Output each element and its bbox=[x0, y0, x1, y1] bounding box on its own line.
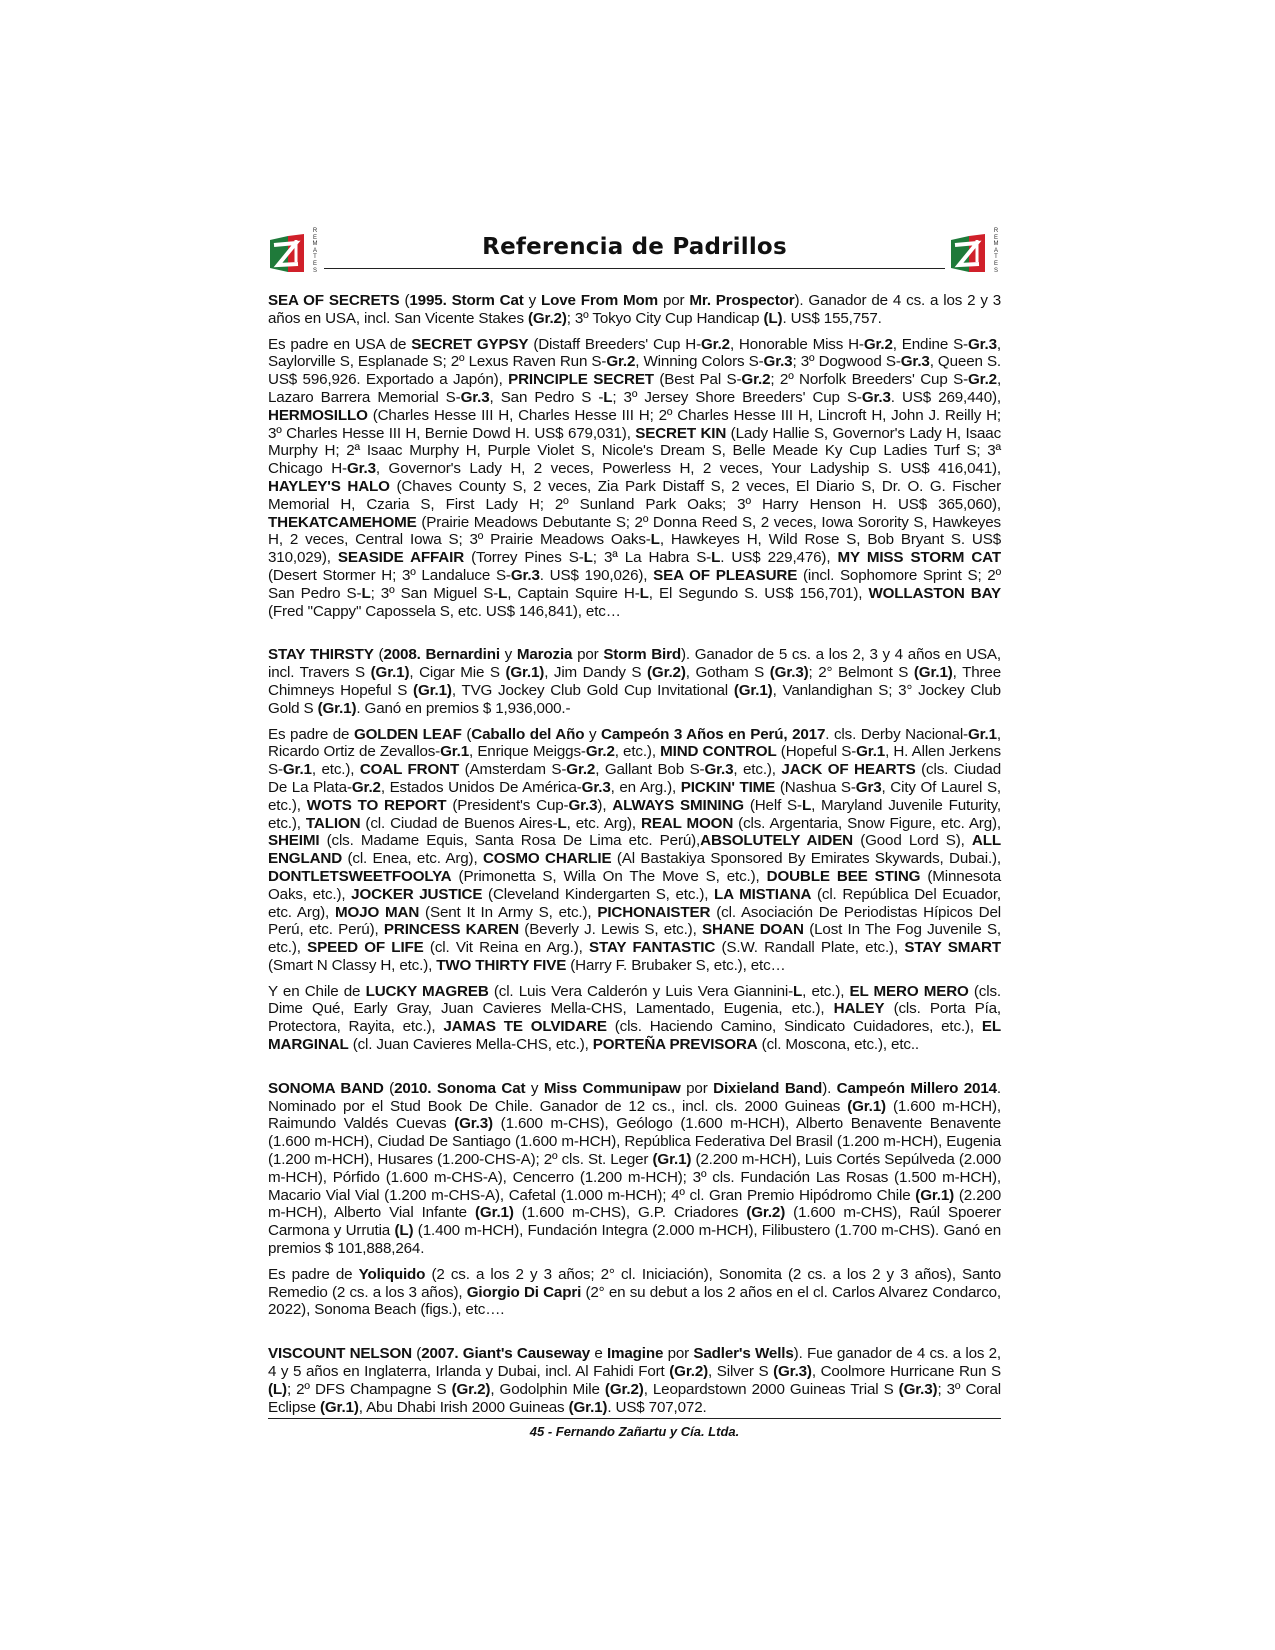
stallion-summary: STAY THIRSTY (2008. Bernardini y Marozia por Storm Bird). Ganador de 5 cs. a los 2, 3 y 4 años en USA, incl. Travers S (Gr.1), Cigar Mie S (Gr.1), Jim Dandy S (Gr.2), Gotham S (Gr.3); 2° Belmont S (Gr.1), Three Chimneys Hopeful S (Gr.1), TVG Jockey Club Gold Cup Invitational (Gr.1), Vanlandighan S; 3° Jockey Club Gold S (Gr.1). Ganó en premios $ 1,936,000.- bbox=[268, 646, 1001, 717]
stallion-entry bbox=[268, 1080, 1001, 1319]
progeny-paragraph: Es padre en USA de SECRET GYPSY (Distaff Breeders' Cup H-Gr.2, Honorable Miss H-Gr.2, Endine S-Gr.3, Saylorville S, Esplanade S; 2º Lexus Raven Run S-Gr.2, Winning Colors S-Gr.3; 3º Dogwood S-Gr.3, Queen S. US$ 596,926. Exportado a Japón), PRINCIPLE SECRET (Best Pal S-Gr.2; 2º Norfolk Breeders' Cup S-Gr.2, Lazaro Barrera Memorial S-Gr.3, San Pedro S -L; 3º Jersey Shore Breeders' Cup S-Gr.3. US$ 269,440), HERMOSILLO (Charles Hesse III H, Charles Hesse III H; 2º Charles Hesse III H, Lincroft H, John J. Reilly H; 3º Charles Hesse III H, Bernie Dowd H. US$ 679,031), SECRET KIN (Lady Hallie S, Governor's Lady H, Isaac Murphy H; 2ª Isaac Murphy H, Purple Violet S, Nicole's Dream S, Belle Meade Ky Cup Ladies Turf S; 3ª Chicago H-Gr.3, Governor's Lady H, 2 veces, Powerless H, 2 veces, Your Ladyship S. US$ 416,041), HAYLEY'S HALO (Chaves County S, 2 veces, Zia Park Distaff S, 2 veces, El Diario S, Dr. O. G. Fischer Memorial H, Czaria S, First Lady H; 2º Sunland Park Oaks; 3º Harry Henson H. US$ 365,060), THEKATCAMEHOME (Prairie Meadows Debutante S; 2º Donna Reed S, 2 veces, Iowa Sorority S, Hawkeyes H, 2 veces, Central Iowa S; 3º Prairie Meadows Oaks-L, Hawkeyes H, Wild Rose S, Bob Bryant S. US$ 310,029), SEASIDE AFFAIR (Torrey Pines S-L; 3ª La Habra S-L. US$ 229,476), MY MISS STORM CAT (Desert Stormer H; 3º Landaluce S-Gr.3. US$ 190,026), SEA OF PLEASURE (incl. Sophomore Sprint S; 2º San Pedro S-L; 3º San Miguel S-L, Captain Squire H-L, El Segundo S. US$ 156,701), WOLLASTON BAY (Fred "Cappy" Capossela S, etc. US$ 146,841), etc… bbox=[268, 335, 1002, 620]
logo-letters: R E M A T E S bbox=[993, 228, 999, 274]
header-rule bbox=[324, 268, 945, 269]
stallion-entry bbox=[268, 292, 1001, 620]
remates-logo-right bbox=[947, 228, 1003, 276]
page-footer: 45 - Fernando Zañartu y Cía. Ltda. bbox=[529, 1424, 740, 1439]
stallion-entries bbox=[268, 292, 1001, 1416]
stallion-summary: SONOMA BAND (2010. Sonoma Cat y Miss Communipaw por Dixieland Band). Campeón Millero 2014. Nominado por el Stud Book De Chile. Ganador de 12 cs., incl. cls. 2000 Guineas (Gr.1) (1.600 m-HCH), Raimundo Valdés Cuevas (Gr.3) (1.600 m-CHS), Geólogo (1.600 m-HCH), Alberto Benavente Benavente (1.600 m-HCH), Ciudad De Santiago (1.600 m-HCH), República Federativa Del Brasil (1.200 m-HCH), Eugenia (1.200 m-HCH), Husares (1.200-CHS-A); 2º cls. St. Leger (Gr.1) (2.200 m-HCH), Luis Cortés Sepúlveda (2.000 m-HCH), Pórfido (1.600 m-CHS-A), Cencerro (1.200 m-HCH); 3º cls. Fundación Las Rosas (1.500 m-HCH), Macario Vial Vial (1.200 m-CHS-A), Cafetal (1.000 m-HCH); 4º cl. Gran Premio Hipódromo Chile (Gr.1) (2.200 m-HCH), Alberto Vial Infante (Gr.1) (1.600 m-CHS), G.P. Criadores (Gr.2) (1.600 m-CHS), Raúl Spoerer Carmona y Urrutia (L) (1.400 m-HCH), Fundación Integra (2.000 m-HCH), Filibustero (1.700 m-CHS). Ganó en premios $ 101,888,264. bbox=[268, 1079, 1002, 1258]
logo-letters: R E M A T E S bbox=[312, 228, 318, 274]
progeny-paragraph: Es padre de GOLDEN LEAF (Caballo del Año y Campeón 3 Años en Perú, 2017. cls. Derby Nacional-Gr.1, Ricardo Ortiz de Zevallos-Gr.1, Enrique Meiggs-Gr.2, etc.), MIND CONTROL (Hopeful S-Gr.1, H. Allen Jerkens S-Gr.1, etc.), COAL FRONT (Amsterdam S-Gr.2, Gallant Bob S-Gr.3, etc.), JACK OF HEARTS (cls. Ciudad De La Plata-Gr.2, Estados Unidos De América-Gr.3, en Arg.), PICKIN' TIME (Nashua S-Gr3, City Of Laurel S, etc.), WOTS TO REPORT (President's Cup-Gr.3), ALWAYS SMINING (Helf S-L, Maryland Juvenile Futurity, etc.), TALION (cl. Ciudad de Buenos Aires-L, etc. Arg), REAL MOON (cls. Argentaria, Snow Figure, etc. Arg), SHEIMI (cls. Madame Equis, Santa Rosa De Lima etc. Perú),ABSOLUTELY AIDEN (Good Lord S), ALL ENGLAND (cl. Enea, etc. Arg), COSMO CHARLIE (Al Bastakiya Sponsored By Emirates Skywards, Dubai.), DONTLETSWEETFOOLYA (Primonetta S, Willa On The Move S, etc.), DOUBLE BEE STING (Minnesota Oaks, etc.), JOCKER JUSTICE (Cleveland Kindergarten S, etc.), LA MISTIANA (cl. República Del Ecuador, etc. Arg), MOJO MAN (Sent It In Army S, etc.), PICHONAISTER (cl. Asociación De Periodistas Hípicos Del Perú, etc. Perú), PRINCESS KAREN (Beverly J. Lewis S, etc.), SHANE DOAN (Lost In The Fog Juvenile S, etc.), SPEED OF LIFE (cl. Vit Reina en Arg.), STAY FANTASTIC (S.W. Randall Plate, etc.), STAY SMART (Smart N Classy H, etc.), TWO THIRTY FIVE (Harry F. Brubaker S, etc.), etc… bbox=[268, 725, 1002, 974]
zl-logo-icon bbox=[266, 232, 308, 274]
stallion-summary: VISCOUNT NELSON (2007. Giant's Causeway e Imagine por Sadler's Wells). Fue ganador de 4 cs. a los 2, 4 y 5 años en Inglaterra, Irlanda y Dubai, incl. Al Fahidi Fort (Gr.2), Silver S (Gr.3), Coolmore Hurricane Run S (L); 2º DFS Champagne S (Gr.2), Godolphin Mile (Gr.2), Leopardstown 2000 Guineas Trial S (Gr.3); 3º Coral Eclipse (Gr.1), Abu Dhabi Irish 2000 Guineas (Gr.1). US$ 707,072. bbox=[268, 1345, 1002, 1416]
page-header bbox=[268, 228, 1001, 284]
stallion-summary: SEA OF SECRETS (1995. Storm Cat y Love From Mom por Mr. Prospector). Ganador de 4 cs. a los 2 y 3 años en USA, incl. San Vicente Stakes (Gr.2); 3º Tokyo City Cup Handicap (L). US$ 155,757. bbox=[268, 292, 1002, 327]
remates-logo-left bbox=[266, 228, 322, 276]
progeny-paragraph: Es padre de Yoliquido (2 cs. a los 2 y 3 años; 2° cl. Iniciación), Sonomita (2 cs. a los 2 y 3 años), Santo Remedio (2 cs. a los 3 años), Giorgio Di Capri (2° en su debut a los 2 años en el cl. Carlos Alvarez Condarco, 2022), Sonoma Beach (figs.), etc…. bbox=[268, 1265, 1002, 1319]
document-page bbox=[268, 228, 1001, 1442]
stallion-entry bbox=[268, 646, 1001, 1054]
footer-rule bbox=[268, 1418, 1001, 1419]
stallion-entry bbox=[268, 1345, 1001, 1416]
page-title: Referencia de Padrillos bbox=[482, 234, 787, 260]
progeny-paragraph: Y en Chile de LUCKY MAGREB (cl. Luis Vera Calderón y Luis Vera Giannini-L, etc.), EL MERO MERO (cls. Dime Qué, Early Gray, Juan Cavieres Mella-CHS, Lamentado, Eugenia, etc.), HALEY (cls. Porta Pía, Protectora, Rayita, etc.), JAMAS TE OLVIDARE (cls. Haciendo Camino, Sindicato Cuidadores, etc.), EL MARGINAL (cl. Juan Cavieres Mella-CHS, etc.), PORTEÑA PREVISORA (cl. Moscona, etc.), etc.. bbox=[268, 982, 1002, 1054]
zl-logo-icon bbox=[947, 232, 989, 274]
